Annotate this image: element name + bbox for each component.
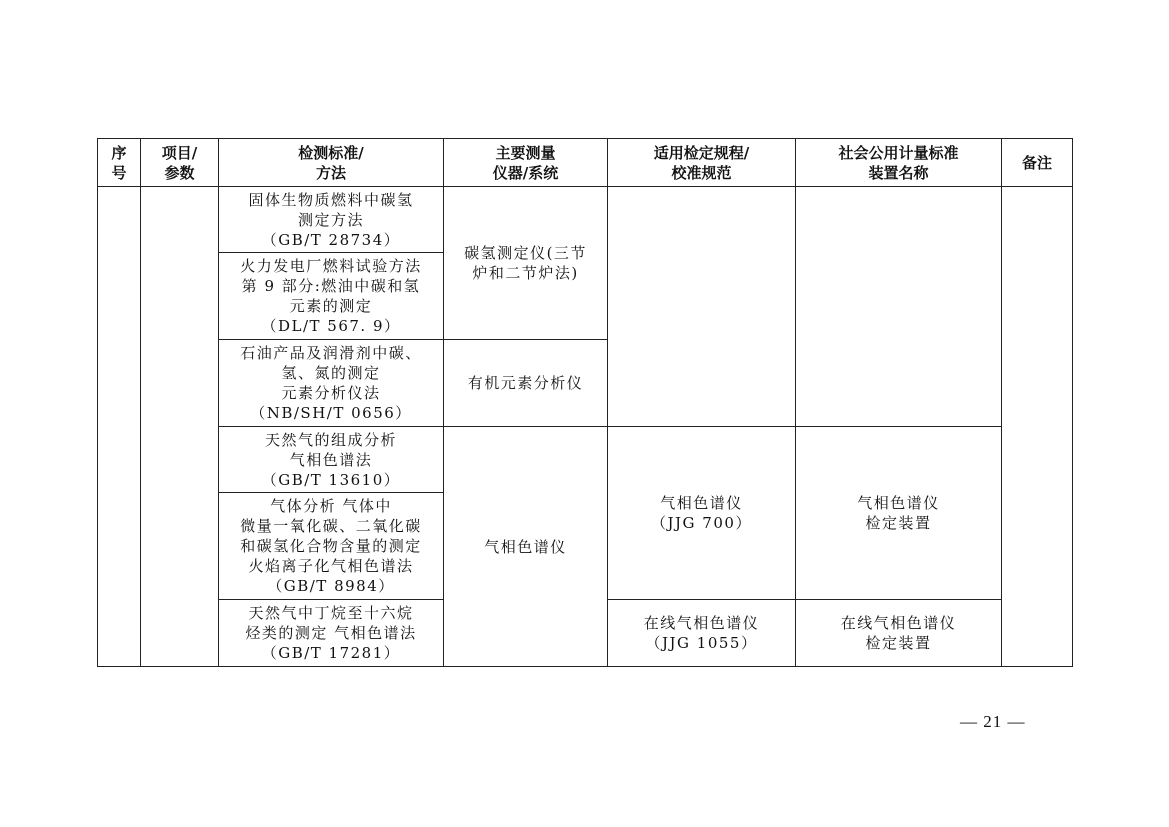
- table-row: [98, 427, 1073, 493]
- header-instrument: 主要测量 仪器/系统: [444, 139, 608, 187]
- remarks-cell: [1002, 187, 1073, 667]
- page-number: — 21 —: [960, 712, 1026, 731]
- header-item: 项目/ 参数: [141, 139, 219, 187]
- standard-cell: 石油产品及润滑剂中碳、 氢、氮的测定 元素分析仪法 （NB/SH/T 0656）: [219, 340, 444, 427]
- instrument-cell: 碳氢测定仪(三节 炉和二节炉法): [444, 187, 608, 340]
- header-remarks: 备注: [1002, 139, 1073, 187]
- device-cell: 在线气相色谱仪 检定装置: [796, 600, 1002, 667]
- standard-cell: 气体分析 气体中 微量一氧化碳、二氧化碳 和碳氢化合物含量的测定 火焰离子化气相色谱法 （GB/T 8984）: [219, 493, 444, 600]
- regulation-cell: 气相色谱仪 （JJG 700）: [608, 427, 796, 600]
- regulation-cell-empty: [608, 187, 796, 427]
- standard-cell: 固体生物质燃料中碳氢 测定方法 （GB/T 28734）: [219, 187, 444, 253]
- header-row: [98, 139, 1073, 187]
- standard-cell: 天然气的组成分析 气相色谱法 （GB/T 13610）: [219, 427, 444, 493]
- instrument-cell: 气相色谱仪: [444, 427, 608, 667]
- header-regulation: 适用检定规程/ 校准规范: [608, 139, 796, 187]
- header-device: 社会公用计量标准 装置名称: [796, 139, 1002, 187]
- standards-table: [97, 138, 1073, 667]
- regulation-cell: 在线气相色谱仪 （JJG 1055）: [608, 600, 796, 667]
- header-index: 序 号: [98, 139, 141, 187]
- table-row: [98, 187, 1073, 253]
- index-cell: [98, 187, 141, 667]
- device-cell-empty: [796, 187, 1002, 427]
- standard-cell: 天然气中丁烷至十六烷 烃类的测定 气相色谱法 （GB/T 17281）: [219, 600, 444, 667]
- instrument-cell: 有机元素分析仪: [444, 340, 608, 427]
- header-standard: 检测标准/ 方法: [219, 139, 444, 187]
- standard-cell: 火力发电厂燃料试验方法 第 9 部分:燃油中碳和氢 元素的测定 （DL/T 567. 9）: [219, 253, 444, 340]
- device-cell: 气相色谱仪 检定装置: [796, 427, 1002, 600]
- item-cell: [141, 187, 219, 667]
